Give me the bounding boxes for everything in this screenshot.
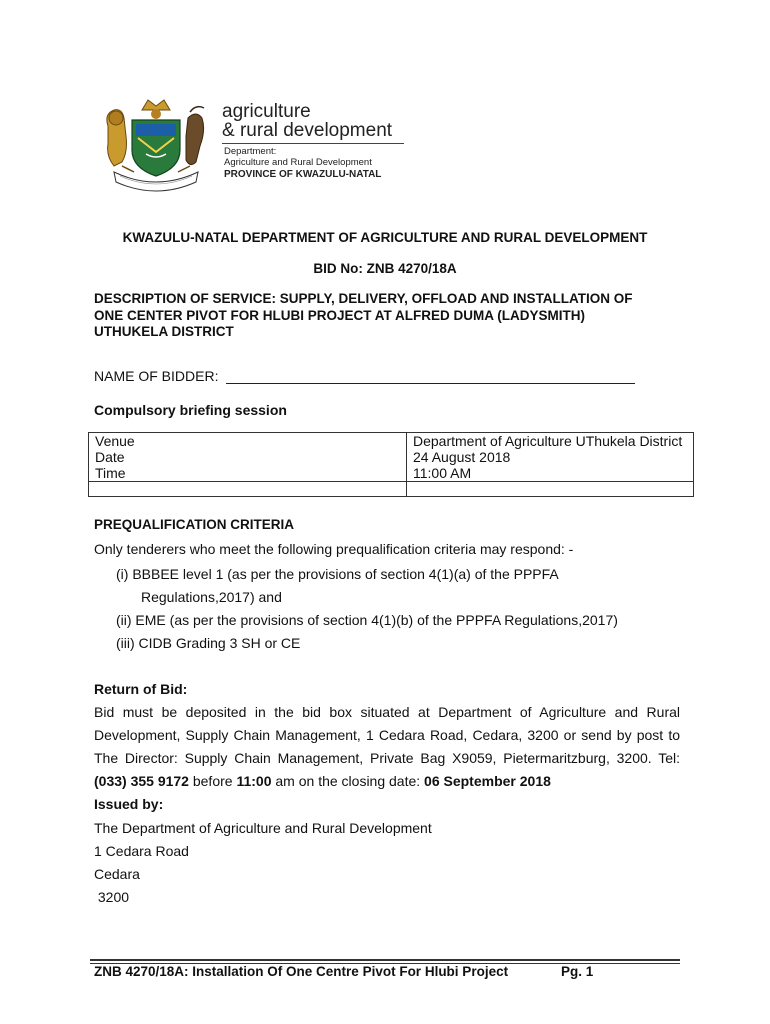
name-of-bidder-label: NAME OF BIDDER: bbox=[94, 368, 219, 384]
briefing-value-venue: Department of Agriculture UThukela District bbox=[413, 433, 683, 449]
briefing-title: Compulsory briefing session bbox=[94, 402, 287, 418]
briefing-blank-cell bbox=[407, 482, 694, 497]
footer-title: ZNB 4270/18A: Installation Of One Centre Pivot For Hlubi Project bbox=[94, 964, 509, 979]
issued-by-title: Issued by: bbox=[94, 796, 164, 812]
briefing-row-values bbox=[89, 433, 694, 482]
document-heading: KWAZULU-NATAL DEPARTMENT OF AGRICULTURE AND RURAL DEVELOPMENT bbox=[122, 230, 648, 245]
return-line-3: The Director: Supply Chain Management, Private Bag X9059, Pietermaritzburg, 3200. Tel: bbox=[94, 750, 680, 766]
kzn-coat-of-arms-logo bbox=[100, 96, 212, 196]
logo-rural-development-text: & rural development bbox=[222, 120, 393, 141]
briefing-label-time: Time bbox=[95, 465, 126, 481]
return-am-on-text: am on the closing date: bbox=[271, 773, 425, 789]
description-line-1: DESCRIPTION OF SERVICE: SUPPLY, DELIVERY, OFFLOAD AND INSTALLATION OF bbox=[94, 291, 633, 306]
description-line-2: ONE CENTER PIVOT FOR HLUBI PROJECT AT ALFRED DUMA (LADYSMITH) bbox=[94, 307, 585, 323]
briefing-blank-cell bbox=[89, 482, 407, 497]
criterion-ii: (ii) EME (as per the provisions of section 4(1)(b) of the PPPFA Regulations,2017) bbox=[116, 612, 618, 628]
return-line-1: Bid must be deposited in the bid box situated at Department of Agriculture and Rural bbox=[94, 704, 680, 720]
briefing-value-time: 11:00 AM bbox=[413, 465, 472, 481]
description-line-3: UTHUKELA DISTRICT bbox=[94, 324, 234, 339]
prequalification-intro: Only tenderers who meet the following prequalification criteria may respond: - bbox=[94, 541, 574, 557]
closing-time: 11:00 bbox=[236, 773, 272, 789]
briefing-labels-cell bbox=[89, 433, 407, 482]
service-description bbox=[94, 291, 694, 341]
logo-agriculture-text: agriculture bbox=[222, 101, 311, 122]
return-line-2: Development, Supply Chain Management, 1 Cedara Road, Cedara, 3200 or send by post to bbox=[94, 727, 680, 743]
briefing-value-date: 24 August 2018 bbox=[413, 449, 511, 465]
contact-phone: (033) 355 9172 bbox=[94, 773, 189, 789]
prequalification-title: PREQUALIFICATION CRITERIA bbox=[94, 517, 294, 532]
briefing-row-blank bbox=[89, 482, 694, 497]
issuer-line-1: The Department of Agriculture and Rural Development bbox=[94, 820, 432, 836]
logo-department-name: Agriculture and Rural Development bbox=[224, 157, 372, 168]
issuer-line-4: 3200 bbox=[94, 889, 130, 905]
criterion-i-continued: Regulations,2017) and bbox=[141, 589, 282, 605]
briefing-label-date: Date bbox=[95, 449, 125, 465]
issuer-line-3: Cedara bbox=[94, 866, 140, 882]
briefing-table bbox=[88, 432, 694, 497]
logo-department-label: Department: bbox=[224, 146, 277, 157]
closing-date: 06 September 2018 bbox=[424, 773, 551, 789]
criterion-iii: (iii) CIDB Grading 3 SH or CE bbox=[116, 635, 301, 651]
return-before-text: before bbox=[188, 773, 237, 789]
briefing-label-venue: Venue bbox=[95, 433, 135, 449]
issuer-line-2: 1 Cedara Road bbox=[94, 843, 189, 859]
bid-number: BID No: ZNB 4270/18A bbox=[313, 261, 457, 276]
briefing-values-cell bbox=[407, 433, 694, 482]
logo-divider bbox=[222, 143, 404, 144]
criterion-i: (i) BBBEE level 1 (as per the provisions of section 4(1)(a) of the PPPFA bbox=[116, 566, 559, 582]
logo-province: PROVINCE OF KWAZULU-NATAL bbox=[224, 169, 382, 180]
return-of-bid-title: Return of Bid: bbox=[94, 681, 188, 697]
name-of-bidder-field[interactable] bbox=[226, 383, 635, 384]
page-number: Pg. 1 bbox=[561, 964, 594, 979]
footer-divider bbox=[90, 959, 680, 961]
return-line-4 bbox=[94, 772, 551, 790]
